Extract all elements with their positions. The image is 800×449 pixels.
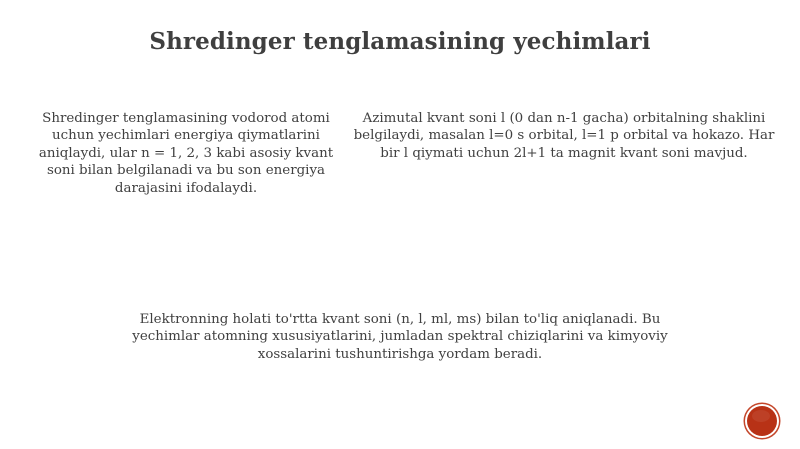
bottom-text-block: Elektronning holati to'rtta kvant soni (n, l, ml, ms) bilan to'liq aniqlanadi. Bu yechimlar atomning xususiyatlarini, jumladan spektral chiziqlarini va kimyoviy xossalarini tushuntirishga yordam beradi. (132, 312, 668, 362)
next-slide-button[interactable] (747, 406, 777, 436)
slide-title: Shredinger tenglamasining yechimlari (149, 28, 651, 55)
right-text-block: Azimutal kvant soni l (0 dan n-1 gacha) orbitalning shaklini belgilaydi, masalan l=0 s orbital, l=1 p orbital va hokazo. Har bir l qiymati uchun 2l+1 ta magnit kvant soni mavjud. (353, 111, 775, 161)
left-text-block: Shredinger tenglamasining vodorod atomi uchun yechimlari energiya qiymatlarini aniqlaydi, ular n = 1, 2, 3 kabi asosiy kvant soni bilan belgilanadi va bu son energiya darajasini ifodalaydi. (38, 111, 334, 196)
